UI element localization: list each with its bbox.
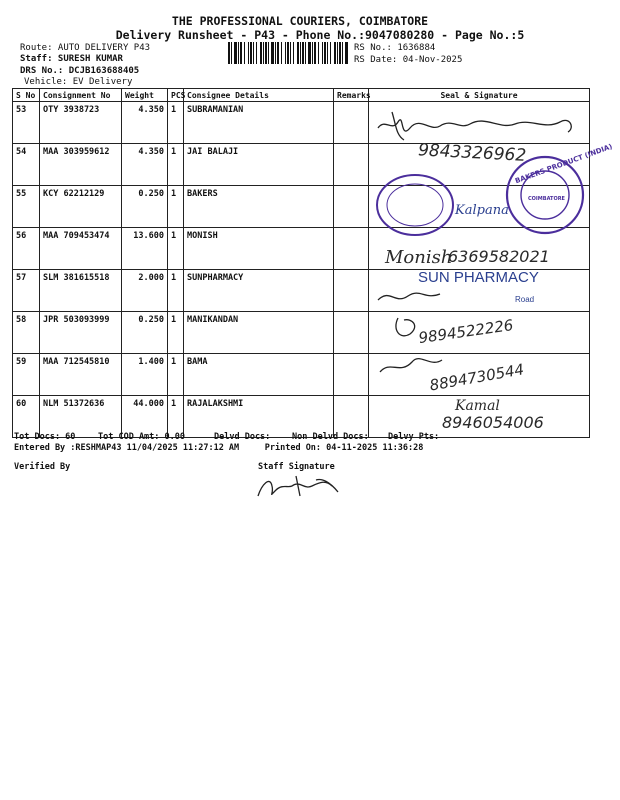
cell-consignment: SLM 381615518 — [40, 270, 122, 312]
cell-consignment: NLM 51372636 — [40, 396, 122, 438]
cell-consignment: OTY 3938723 — [40, 102, 122, 144]
barcode-bar — [297, 42, 299, 64]
barcode-bar — [281, 42, 282, 64]
cell-consignee: RAJALAKSHMI — [184, 396, 334, 438]
cell-pcs: 1 — [168, 228, 184, 270]
sun-pharmacy-address: Road — [515, 295, 535, 304]
barcode-bar — [342, 42, 343, 64]
cell-remarks — [334, 354, 369, 396]
barcode-bar — [308, 42, 311, 64]
barcode-bar — [345, 42, 348, 64]
name-60: Kamal — [455, 398, 500, 414]
cell-consignment: JPR 503093999 — [40, 312, 122, 354]
cell-sno: 59 — [13, 354, 40, 396]
barcode-bar — [260, 42, 262, 64]
cell-weight: 1.400 — [122, 354, 168, 396]
cell-sno: 58 — [13, 312, 40, 354]
total-cod: Tot COD Amt: 0.00 — [98, 432, 185, 442]
phone-58: 9894522226 — [417, 316, 515, 348]
cell-pcs: 1 — [168, 186, 184, 228]
cell-seal — [369, 312, 590, 354]
barcode-bar — [285, 42, 286, 64]
col-seal: Seal & Signature — [369, 89, 590, 102]
cell-seal — [369, 102, 590, 144]
rs-date: RS Date: 04-Nov-2025 — [354, 55, 463, 65]
col-consignee: Consignee Details — [184, 89, 334, 102]
cell-pcs: 1 — [168, 270, 184, 312]
table-row — [13, 102, 590, 144]
cell-weight: 0.250 — [122, 312, 168, 354]
table-row — [13, 270, 590, 312]
cell-consignment: MAA 712545810 — [40, 354, 122, 396]
barcode-bar — [337, 42, 338, 64]
staff-signature-icon — [258, 476, 338, 496]
cell-seal — [369, 186, 590, 228]
barcode-bar — [327, 42, 328, 64]
cell-remarks — [334, 312, 369, 354]
cell-sno: 57 — [13, 270, 40, 312]
col-consignment: Consignment No — [40, 89, 122, 102]
cell-consignee: SUBRAMANIAN — [184, 102, 334, 144]
cell-seal — [369, 228, 590, 270]
barcode-bar — [250, 42, 252, 64]
sun-pharmacy-stamp: SUN PHARMACY — [418, 269, 539, 286]
barcode-bar — [268, 42, 269, 64]
barcode-bar — [248, 42, 249, 64]
cell-consignment: MAA 303959612 — [40, 144, 122, 186]
cell-pcs: 1 — [168, 312, 184, 354]
barcode-bar — [302, 42, 304, 64]
cell-weight: 13.600 — [122, 228, 168, 270]
barcode-bar — [287, 42, 289, 64]
barcode-bar — [228, 42, 230, 64]
cell-consignee: JAI BALAJI — [184, 144, 334, 186]
phone-56: 6369582021 — [448, 247, 550, 266]
staff-signature-label: Staff Signature — [258, 462, 335, 472]
entered-by: Entered By :RESHMAP43 11/04/2025 11:27:12 AM Printed On: 04-11-2025 11:36:28 — [14, 443, 424, 453]
col-sno: S No — [13, 89, 40, 102]
barcode-icon — [228, 42, 348, 64]
cell-sno: 60 — [13, 396, 40, 438]
cell-weight: 4.350 — [122, 102, 168, 144]
drs-label: DRS No.: DCJB163688405 — [20, 66, 140, 76]
barcode-bar — [339, 42, 341, 64]
phone-60: 8946054006 — [442, 413, 544, 432]
barcode-bar — [322, 42, 323, 64]
table-row — [13, 312, 590, 354]
barcode-bar — [314, 42, 316, 64]
barcode-bar — [290, 42, 291, 64]
barcode-bar — [330, 42, 331, 64]
cell-pcs: 1 — [168, 396, 184, 438]
cell-remarks — [334, 102, 369, 144]
verified-by: Verified By — [14, 462, 71, 472]
cell-pcs: 1 — [168, 354, 184, 396]
table-row — [13, 186, 590, 228]
kalpana-signature: Kalpana — [455, 203, 509, 218]
phone-59: 8894730544 — [428, 360, 526, 395]
cell-pcs: 1 — [168, 144, 184, 186]
barcode-bar — [231, 42, 232, 64]
table-row — [13, 354, 590, 396]
cell-consignee: MANIKANDAN — [184, 312, 334, 354]
cell-sno: 56 — [13, 228, 40, 270]
cell-seal — [369, 270, 590, 312]
table-row — [13, 144, 590, 186]
phone-54: 9843326962 — [417, 140, 527, 166]
cell-seal — [369, 144, 590, 186]
barcode-bar — [277, 42, 279, 64]
cell-remarks — [334, 228, 369, 270]
cell-sno: 53 — [13, 102, 40, 144]
cell-weight: 44.000 — [122, 396, 168, 438]
table-row — [13, 228, 590, 270]
barcode-bar — [238, 42, 239, 64]
delivered-docs: Delvd Docs: — [214, 432, 271, 442]
barcode-bar — [312, 42, 313, 64]
cell-remarks — [334, 186, 369, 228]
non-delivered-docs: Non Delvd Docs: — [292, 432, 369, 442]
barcode-bar — [293, 42, 294, 64]
cell-weight: 4.350 — [122, 144, 168, 186]
col-remarks: Remarks — [334, 89, 369, 102]
barcode-bar — [256, 42, 257, 64]
bakers-stamp-city: COIMBATORE — [528, 196, 565, 202]
cell-consignee: SUNPHARMACY — [184, 270, 334, 312]
barcode-bar — [263, 42, 264, 64]
cell-remarks — [334, 270, 369, 312]
delivery-points: Delvy Pts: — [388, 432, 440, 442]
cell-weight: 2.000 — [122, 270, 168, 312]
cell-consignee: BAMA — [184, 354, 334, 396]
rs-number: RS No.: 1636884 — [354, 43, 436, 53]
barcode-bar — [265, 42, 267, 64]
barcode-bar — [271, 42, 274, 64]
cell-weight: 0.250 — [122, 186, 168, 228]
cell-consignee: MONISH — [184, 228, 334, 270]
barcode-bar — [253, 42, 254, 64]
cell-consignment: MAA 709453474 — [40, 228, 122, 270]
cell-sno: 54 — [13, 144, 40, 186]
cell-pcs: 1 — [168, 102, 184, 144]
cell-consignee: BAKERS — [184, 186, 334, 228]
runsheet-title: Delivery Runsheet - P43 - Phone No.:9047080280 - Page No.:5 — [115, 28, 525, 42]
barcode-bar — [240, 42, 242, 64]
company-title: THE PROFESSIONAL COURIERS, COIMBATORE — [171, 14, 429, 28]
barcode-bar — [244, 42, 245, 64]
barcode-bar — [318, 42, 319, 64]
staff-label: Staff: SURESH KUMAR — [20, 54, 123, 64]
bakers-stamp-name: BAKERS PRODUCT (INDIA) — [514, 142, 614, 186]
cell-consignment: KCY 62212129 — [40, 186, 122, 228]
barcode-bar — [334, 42, 336, 64]
cell-seal — [369, 354, 590, 396]
cell-sno: 55 — [13, 186, 40, 228]
col-weight: Weight — [122, 89, 168, 102]
route-label: Route: AUTO DELIVERY P43 — [20, 43, 151, 53]
barcode-bar — [305, 42, 306, 64]
barcode-bar — [275, 42, 276, 64]
vehicle-label: Vehicle: EV Delivery — [24, 77, 133, 87]
total-docs: Tot Docs: 60 — [14, 432, 76, 442]
cell-remarks — [334, 144, 369, 186]
barcode-bar — [234, 42, 237, 64]
col-pcs: PCS — [168, 89, 184, 102]
barcode-bar — [300, 42, 301, 64]
runsheet-table — [12, 88, 590, 438]
barcode-bar — [324, 42, 326, 64]
name-56: Monish — [385, 247, 453, 268]
